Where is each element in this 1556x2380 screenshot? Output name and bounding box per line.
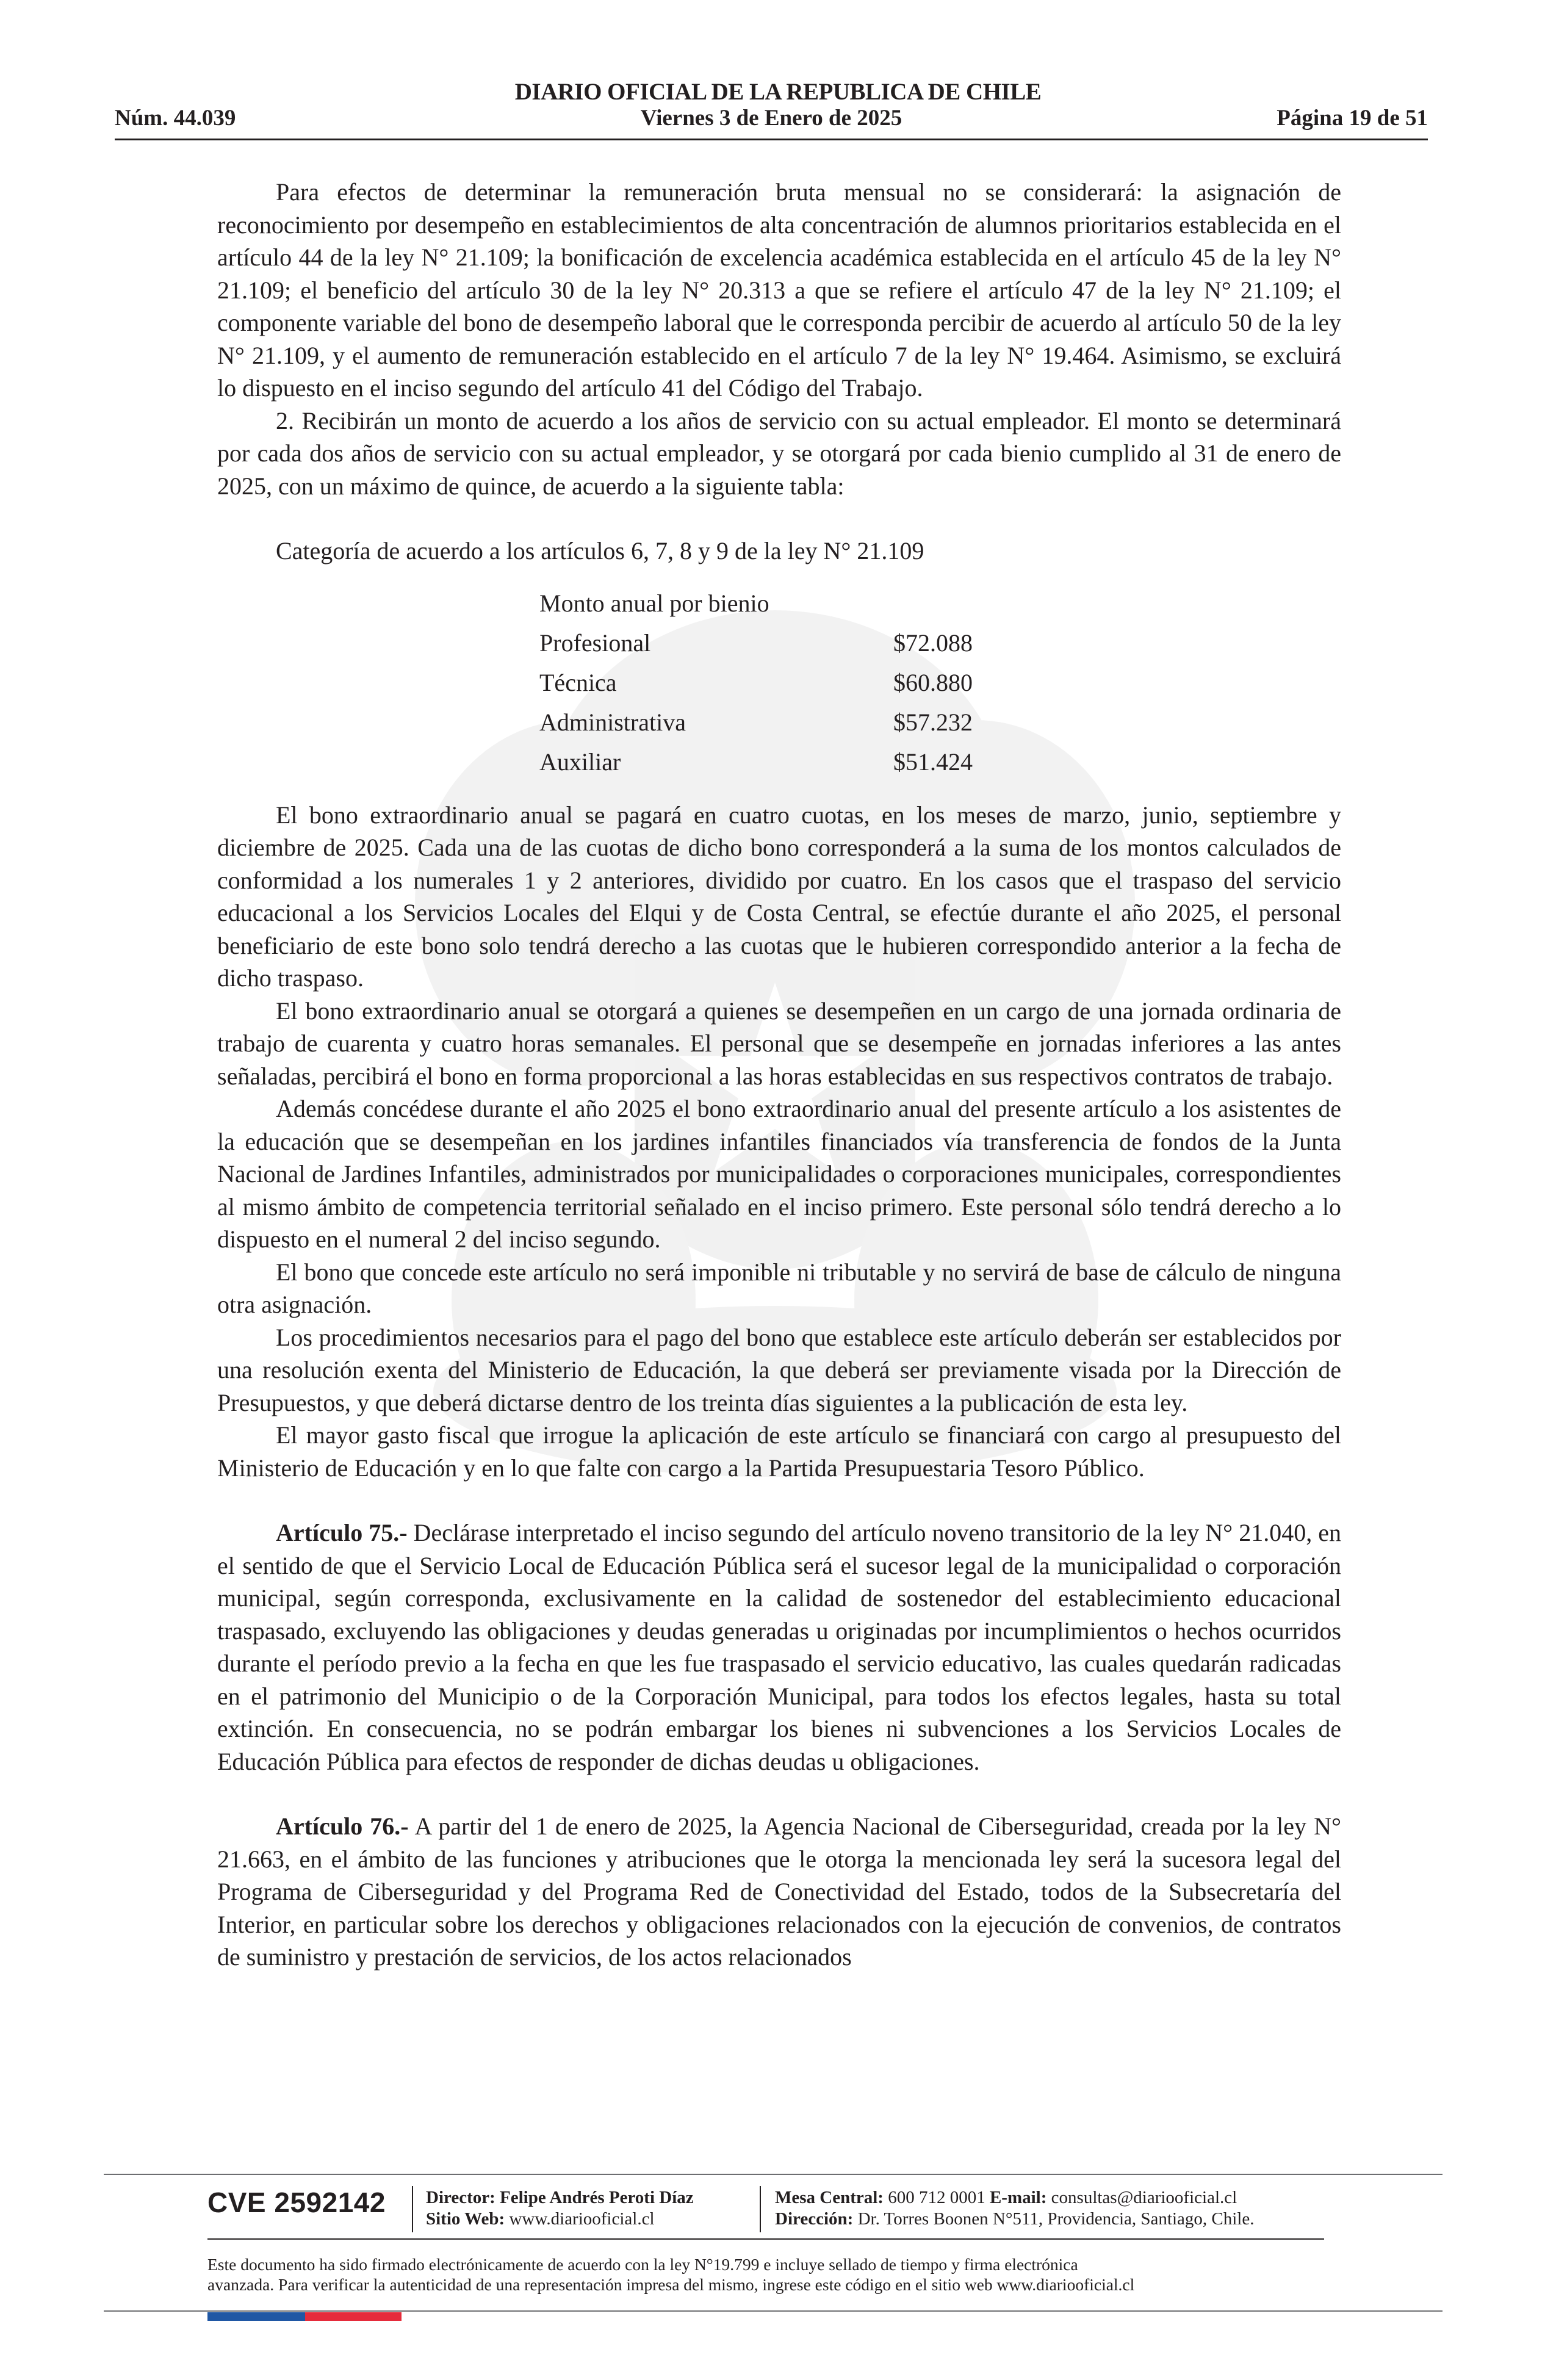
email-link[interactable]: consultas@diariooficial.cl <box>1051 2188 1237 2207</box>
address-label: Dirección: <box>775 2209 854 2229</box>
table-cell-category: Administrativa <box>539 709 686 737</box>
table-cell-category: Profesional <box>539 629 651 657</box>
phone-label: Mesa Central: <box>775 2188 884 2207</box>
phone-number: 600 712 0001 <box>888 2188 985 2207</box>
paragraph: Además concédese durante el año 2025 el bono extraordinario anual del presente artículo a los asistentes de la educación que se desempeñan en los jardines infantiles financiados vía transferencia de fondos de la Junta Nacional de Jardines Infantiles, administrados por municipalidades o corporaciones municipales, correspondientes al mismo ámbito de competencia territorial señalado en el inciso primero. Este personal sólo tendrá derecho a lo dispuesto en el numeral 2 del inciso segundo. <box>217 1095 1341 1253</box>
table-cell-amount: $72.088 <box>893 629 973 657</box>
article-heading: Artículo 75.- <box>276 1519 408 1546</box>
paragraph: El bono que concede este artículo no será imponible ni tributable y no servirá de base de cálculo de ninguna otra asignación. <box>217 1258 1341 1318</box>
header-divider <box>115 139 1428 140</box>
header-row <box>115 105 1428 135</box>
footer-info <box>207 2183 1367 2245</box>
article-text: Declárase interpretado el inciso segundo del artículo noveno transitorio de la ley N° 21.040, en el sentido de que el Servicio Local de Educación Pública será el sucesor legal de la municipalidad o corporación municipal, según corresponda, exclusivamente en la calidad de sostenedor del establecimiento educacional traspasado, excluyendo las obligaciones y deudas generadas u originadas por incumplimientos o hechos ocurridos durante el período previo a la fecha en que les fue traspasado el servicio educativo, las cuales quedarán radicadas en el patrimonio del Municipio o de la Corporación Municipal, para todos los efectos legales, hasta su total extinción. En consecuencia, no se podrán embargar los bienes ni subvenciones a los Servicios Locales de Educación Pública para efectos de responder de dichas deudas u obligaciones. <box>217 1519 1341 1775</box>
legal-line: Este documento ha sido firmado electrónicamente de acuerdo con la ley N°19.799 e incluye sellado de tiempo y firma electrónica <box>207 2255 1078 2274</box>
director-name: Felipe Andrés Peroti Díaz <box>500 2188 694 2207</box>
article-heading: Artículo 76.- <box>276 1812 409 1840</box>
table-cell-amount: $60.880 <box>893 669 973 697</box>
table-cell-amount: $51.424 <box>893 748 973 776</box>
issue-number: Núm. 44.039 <box>115 106 236 131</box>
flag-stripe-blue <box>207 2312 305 2321</box>
publication-title: DIARIO OFICIAL DE LA REPUBLICA DE CHILE <box>514 79 1042 105</box>
website-label: Sitio Web: <box>426 2209 505 2229</box>
paragraph: Los procedimientos necesarios para el pago del bono que establece este artículo deberán ser establecidos por una resolución exenta del Ministerio de Educación, la que deberá ser previamente visada por la Dirección de Presupuestos, y que deberá dictarse dentro de los treinta días siguientes a la publicación de esta ley. <box>217 1323 1341 1416</box>
issue-date: Viernes 3 de Enero de 2025 <box>640 106 902 131</box>
footer-separator <box>412 2186 413 2232</box>
table-cell-amount: $57.232 <box>893 709 973 737</box>
email-label: E-mail: <box>989 2188 1047 2207</box>
amount-table <box>539 584 973 782</box>
table-row <box>539 663 973 703</box>
footer-divider-top <box>104 2174 1443 2175</box>
table-cell-category: Técnica <box>539 669 617 697</box>
table-header: Monto anual por bienio <box>539 590 769 618</box>
director-label: Director: <box>426 2188 495 2207</box>
paragraph: El bono extraordinario anual se pagará en cuatro cuotas, en los meses de marzo, junio, septiembre y diciembre de 2025. Cada una de las cuotas de dicho bono corresponderá a la suma de los montos calculados de conformidad a los numerales 1 y 2 anteriores, dividido por cuatro. En los casos que el traspaso del servicio educacional a los Servicios Locales del Elqui y de Costa Central, se efectúe durante el año 2025, el personal beneficiario de este bono solo tendrá derecho a las cuotas que le hubieren correspondido anterior a la fecha de dicho traspaso. <box>217 801 1341 992</box>
paragraph: El mayor gasto fiscal que irrogue la aplicación de este artículo se financiará con cargo al presupuesto del Ministerio de Educación y en lo que falte con cargo a la Partida Presupuestaria Tesoro Público. <box>217 1421 1341 1482</box>
article-76 <box>217 1810 1341 1974</box>
address-value: Dr. Torres Boonen N°511, Providencia, Santiago, Chile. <box>857 2209 1255 2229</box>
footer-divider <box>207 2238 1324 2240</box>
table-row <box>539 624 973 663</box>
spacer <box>217 568 1341 584</box>
spacer <box>217 782 1341 799</box>
cve-code: CVE 2592142 <box>207 2187 386 2218</box>
website-link[interactable]: www.diariooficial.cl <box>509 2209 655 2229</box>
table-row <box>539 743 973 782</box>
legal-notice <box>207 2254 1367 2295</box>
contact-block <box>775 2187 1254 2230</box>
document-body <box>217 176 1341 1974</box>
category-line: Categoría de acuerdo a los artículos 6, 7, 8 y 9 de la ley N° 21.109 <box>276 537 924 564</box>
page-indicator: Página 19 de 51 <box>1277 106 1428 131</box>
spacer <box>217 1778 1341 1810</box>
paragraph: Para efectos de determinar la remuneración bruta mensual no se considerará: la asignación de reconocimiento por desempeño en establecimientos de alta concentración de alumnos prioritarios establecida en el artículo 44 de la ley N° 21.109; la bonificación de excelencia académica establecida en el artículo 45 de la ley N° 21.109; el beneficio del artículo 30 de la ley N° 20.313 a que se refiere el artículo 47 de la ley N° 21.109; el componente variable del bono de desempeño laboral que le corresponda percibir de acuerdo al artículo 50 de la ley N° 21.109, y el aumento de remuneración establecido en el artículo 7 de la ley N° 19.464. Asimismo, se excluirá lo dispuesto en el inciso segundo del artículo 41 del Código del Trabajo. <box>217 178 1341 402</box>
spacer <box>217 1484 1341 1516</box>
footer-separator <box>760 2186 761 2232</box>
director-block <box>426 2187 694 2230</box>
legal-line: avanzada. Para verificar la autenticidad de una representación impresa del mismo, ingrese este código en el sitio web www.diariooficial.cl <box>207 2275 1135 2294</box>
flag-stripe-red <box>305 2312 402 2321</box>
article-text: A partir del 1 de enero de 2025, la Agencia Nacional de Ciberseguridad, creada por la ley N° 21.663, en el ámbito de las funciones y atribuciones que le otorga la mencionada ley será la sucesora legal del Programa de Ciberseguridad y del Programa Red de Conectividad del Estado, todos de la Subsecretaría del Interior, en particular sobre los derechos y obligaciones relacionados con la ejecución de convenios, de contratos de suministro y prestación de servicios, de los actos relacionados <box>217 1812 1341 1971</box>
footer-divider-bottom <box>104 2310 1443 2312</box>
table-cell-category: Auxiliar <box>539 748 621 776</box>
paragraph: 2. Recibirán un monto de acuerdo a los años de servicio con su actual empleador. El monto se determinará por cada dos años de servicio con su actual empleador, y se otorgará por cada bienio cumplido al 31 de enero de 2025, con un máximo de quince, de acuerdo a la siguiente tabla: <box>217 406 1341 500</box>
paragraph: El bono extraordinario anual se otorgará a quienes se desempeñen en un cargo de una jornada ordinaria de trabajo de cuarenta y cuatro horas semanales. El personal que se desempeñe en jornadas inferiores a las antes señaladas, percibirá el bono en forma proporcional a las horas establecidas en sus respectivos contratos de trabajo. <box>217 997 1341 1090</box>
table-row <box>539 703 973 743</box>
article-75 <box>217 1516 1341 1778</box>
spacer <box>217 502 1341 535</box>
